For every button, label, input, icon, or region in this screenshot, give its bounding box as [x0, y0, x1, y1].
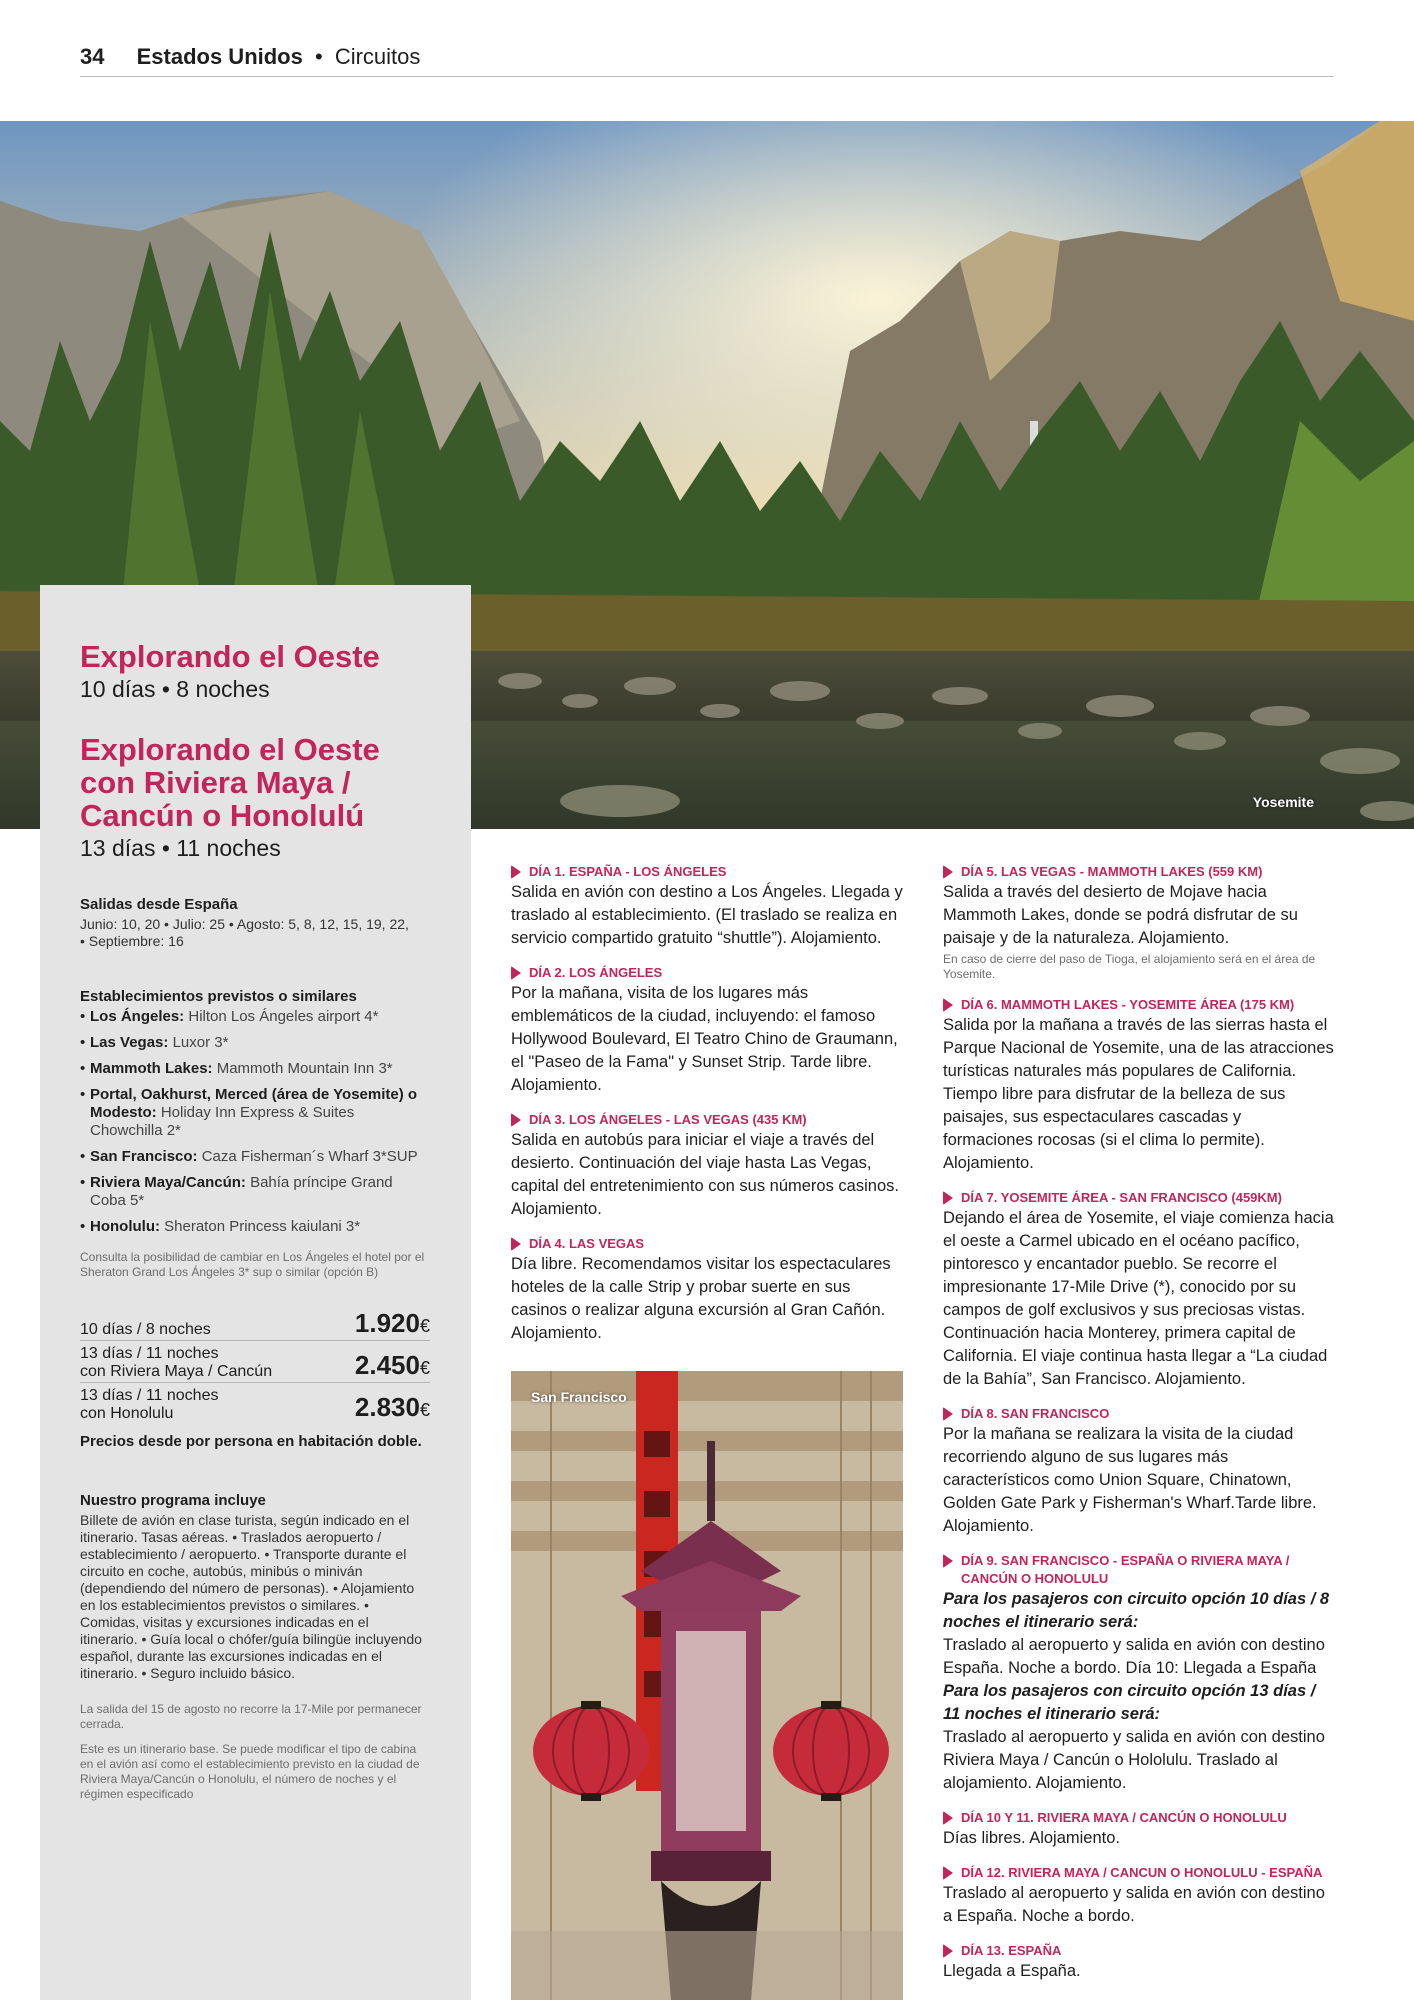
itinerary-day [943, 1552, 1335, 1795]
day-title: DÍA 12. RIVIERA MAYA / CANCUN O HONOLULU - ESPAÑA [961, 1865, 1323, 1880]
day-text: Llegada a España. [943, 1962, 1081, 1980]
arrow-marker-icon [943, 1407, 953, 1421]
arrow-marker-icon [943, 998, 953, 1012]
arrow-marker-icon [943, 1191, 953, 1205]
price-row: 13 días / 11 noches con Honolulu 2.830€ [80, 1387, 430, 1422]
hotels-list [80, 1008, 430, 1236]
day-text: Por la mañana se realizara la visita de la ciudad recorriendo alguno de sus lugares más característicos como Union Square, Chinatown, Golden Gate Park y Fisherman's Wharf.Tarde libre. Alojamiento. [943, 1425, 1317, 1535]
day-title: DÍA 4. LAS VEGAS [529, 1236, 645, 1251]
itinerary-day [511, 1111, 903, 1221]
arrow-marker-icon [943, 1554, 953, 1568]
hotel-item: • San Francisco: Caza Fisherman´s Wharf 3*SUP [80, 1148, 430, 1166]
hotel-item: • Portal, Oakhurst, Merced (área de Yosemite) o Modesto: Holiday Inn Express & Suites Chowchilla 2* [80, 1086, 430, 1140]
hotel-item: • Honolulu: Sheraton Princess kaiulani 3* [80, 1218, 430, 1236]
trip-summary-sidebar [40, 585, 471, 2000]
photo2-caption: San Francisco [531, 1389, 627, 1405]
day-title: DÍA 13. ESPAÑA [961, 1943, 1062, 1958]
itinerary-day [511, 964, 903, 1097]
includes-text: Billete de avión en clase turista, según indicado en el itinerario. Tasas aéreas. • Traslados aeropuerto / establecimiento / aeropuerto. • Transporte durante el circuito en coche, autobús, minibús o miniván (dependiendo del número de personas). • Alojamiento en los establecimientos previstos o similares. • Comidas, visitas y excursiones indicadas en el itinerario. • Guía local o chófer/guía bilingüe incluyendo español, durante las excursiones indicadas en el itinerario. • Seguro incluido básico. [80, 1512, 422, 1681]
includes-heading: Nuestro programa incluye [80, 1492, 266, 1509]
trip2-duration: 13 días • 11 noches [80, 835, 281, 861]
departures-dates [80, 916, 430, 950]
itinerary-day [943, 1405, 1335, 1538]
arrow-marker-icon [943, 865, 953, 879]
trip2-title-line2: con Riviera Maya / [80, 765, 351, 800]
includes-note-1: La salida del 15 de agosto no recorre la 17-Mile por permanecer cerrada. [80, 1702, 422, 1731]
itinerary-day [511, 1235, 903, 1345]
departures-heading: Salidas desde España [80, 896, 238, 913]
hotel-item: • Las Vegas: Luxor 3* [80, 1034, 430, 1052]
arrow-marker-icon [511, 1237, 521, 1251]
arrow-marker-icon [943, 1944, 953, 1958]
day-text: Dejando el área de Yosemite, el viaje comienza hacia el oeste a Carmel ubicado en el océano pacífico, pintoresco y encantador pueblo. Se recorre el impresionante 17-Mile Drive (*), conocido por su campos de golf exclusivos y sus preciosas vistas. Continuación hacia Monterey, primera capital de California. El viaje continua hasta llegar a “La ciudad de la Bahía”, San Francisco. Alojamiento. [943, 1209, 1334, 1388]
header-section: Circuitos [334, 44, 421, 69]
arrow-marker-icon [511, 966, 521, 980]
page-header [80, 44, 1334, 77]
price-value: 2.450€ [354, 1350, 430, 1380]
day-note: En caso de cierre del paso de Tioga, el alojamiento será en el área de Yosemite. [943, 952, 1316, 981]
includes-note-2: Este es un itinerario base. Se puede modificar el tipo de cabina en el avión así como el establecimiento previsto en la ciudad de Riviera Maya/Cancún o Honolulu, el número de noches y el régimen especificado [80, 1742, 420, 1801]
arrow-marker-icon [511, 1113, 521, 1127]
itinerary-day [943, 1942, 1335, 1983]
option2-text: Traslado al aeropuerto y salida en avión con destino Riviera Maya / Cancún o Hololulu. Traslado al alojamiento. Alojamiento. [943, 1728, 1325, 1792]
itinerary-column-2 [943, 863, 1335, 1997]
day-text: Traslado al aeropuerto y salida en avión con destino a España. Noche a bordo. [943, 1884, 1325, 1925]
price-value: 2.830€ [354, 1392, 430, 1422]
hotel-item: • Los Ángeles: Hilton Los Ángeles airport 4* [80, 1008, 430, 1026]
day-text: Días libres. Alojamiento. [943, 1829, 1120, 1847]
day-title: DÍA 5. LAS VEGAS - MAMMOTH LAKES (559 KM) [961, 864, 1263, 879]
option2-intro: Para los pasajeros con circuito opción 13 días / 11 noches el itinerario será: [943, 1682, 1316, 1723]
price-table [80, 1310, 430, 1452]
arrow-marker-icon [943, 1811, 953, 1825]
itinerary-column-1 [511, 863, 903, 1359]
day-text: Salida en avión con destino a Los Ángeles. Llegada y traslado al establecimiento. (El traslado se realiza en servicio compartido gratuito “shuttle”). Alojamiento. [511, 883, 903, 947]
trip1-title: Explorando el Oeste [80, 639, 380, 674]
day-text: Salida por la mañana a través de las sierras hasta el Parque Nacional de Yosemite, una de las atracciones turísticas naturales más populares de California. Tiempo libre para disfrutar de la belleza de sus paisajes, sus espectaculares cascadas y formaciones rocosas (si el clima lo permite). Alojamiento. [943, 1016, 1334, 1172]
day-text: Día libre. Recomendamos visitar los espectaculares hoteles de la calle Strip y probar suerte en sus casinos o realizar alguna excursión al Gran Cañón. Alojamiento. [511, 1255, 891, 1342]
chinatown-lantern-image [511, 1371, 903, 2000]
itinerary-day [511, 863, 903, 950]
day-title: DÍA 3. LOS ÁNGELES - LAS VEGAS (435 KM) [529, 1112, 807, 1127]
hotels-heading: Establecimientos previstos o similares [80, 988, 357, 1005]
day-title: DÍA 10 Y 11. RIVIERA MAYA / CANCÚN O HONOLULU [961, 1810, 1287, 1825]
option1-text: Traslado al aeropuerto y salida en avión con destino España. Noche a bordo. Día 10: Llegada a España [943, 1636, 1325, 1677]
day-title: DÍA 1. ESPAÑA - LOS ÁNGELES [529, 864, 727, 879]
price-row: 13 días / 11 noches con Riviera Maya / Cancún 2.450€ [80, 1345, 430, 1383]
header-country: Estados Unidos [136, 44, 303, 69]
header-separator: • [314, 44, 323, 69]
option1-intro: Para los pasajeros con circuito opción 10 días / 8 noches el itinerario será: [943, 1590, 1330, 1631]
itinerary-day [943, 1864, 1335, 1928]
departures-line2: • Septiembre: 16 [80, 933, 184, 949]
day-text: Por la mañana, visita de los lugares más emblemáticos de la ciudad, incluyendo: el famoso Hollywood Boulevard, El Teatro Chino de Graumann, el "Paseo de la Fama" y Sunset Strip. Tarde libre. Alojamiento. [511, 984, 898, 1094]
day-text: Salida en autobús para iniciar el viaje a través del desierto. Continuación del viaje hasta Las Vegas, capital del entretenimiento con sus números casinos. Alojamiento. [511, 1131, 899, 1218]
hotels-note: Consulta la posibilidad de cambiar en Los Ángeles el hotel por el Sheraton Grand Los Ángeles 3* sup o similar (opción B) [80, 1250, 425, 1279]
day-title: DÍA 8. SAN FRANCISCO [961, 1406, 1110, 1421]
photo-san-francisco [511, 1371, 903, 2000]
hero-photo-caption: Yosemite [1252, 794, 1314, 810]
arrow-marker-icon [511, 865, 521, 879]
trip2-title-line3: Cancún o Honolulú [80, 798, 365, 833]
trip1-duration: 10 días • 8 noches [80, 676, 270, 702]
hotel-item: • Riviera Maya/Cancún: Bahía príncipe Grand Coba 5* [80, 1174, 430, 1210]
day-title: DÍA 7. YOSEMITE ÁREA - SAN FRANCISCO (459KM) [961, 1190, 1282, 1205]
itinerary-day [943, 1189, 1335, 1391]
price-note: Precios desde por persona en habitación doble. [80, 1433, 422, 1450]
price-value: 1.920€ [354, 1308, 430, 1338]
itinerary-day [943, 863, 1335, 982]
hotel-item: • Mammoth Lakes: Mammoth Mountain Inn 3* [80, 1060, 430, 1078]
trip2-title-line1: Explorando el Oeste [80, 732, 380, 767]
itinerary-day [943, 996, 1335, 1175]
page-number: 34 [80, 44, 105, 69]
day-title: DÍA 2. LOS ÁNGELES [529, 965, 663, 980]
day-title: DÍA 6. MAMMOTH LAKES - YOSEMITE ÁREA (175 KM) [961, 997, 1295, 1012]
price-row: 10 días / 8 noches 1.920€ [80, 1310, 430, 1341]
arrow-marker-icon [943, 1866, 953, 1880]
trip2-title [80, 733, 430, 832]
itinerary-day [943, 1809, 1335, 1850]
day-text: Salida a través del desierto de Mojave hacia Mammoth Lakes, donde se podrá disfrutar de su paisaje y de la naturaleza. Alojamiento. [943, 883, 1298, 947]
day-title: DÍA 9. SAN FRANCISCO - ESPAÑA O RIVIERA MAYA / CANCÚN O HONOLULU [961, 1553, 1290, 1586]
departures-line1: Junio: 10, 20 • Julio: 25 • Agosto: 5, 8, 12, 15, 19, 22, [80, 916, 409, 932]
